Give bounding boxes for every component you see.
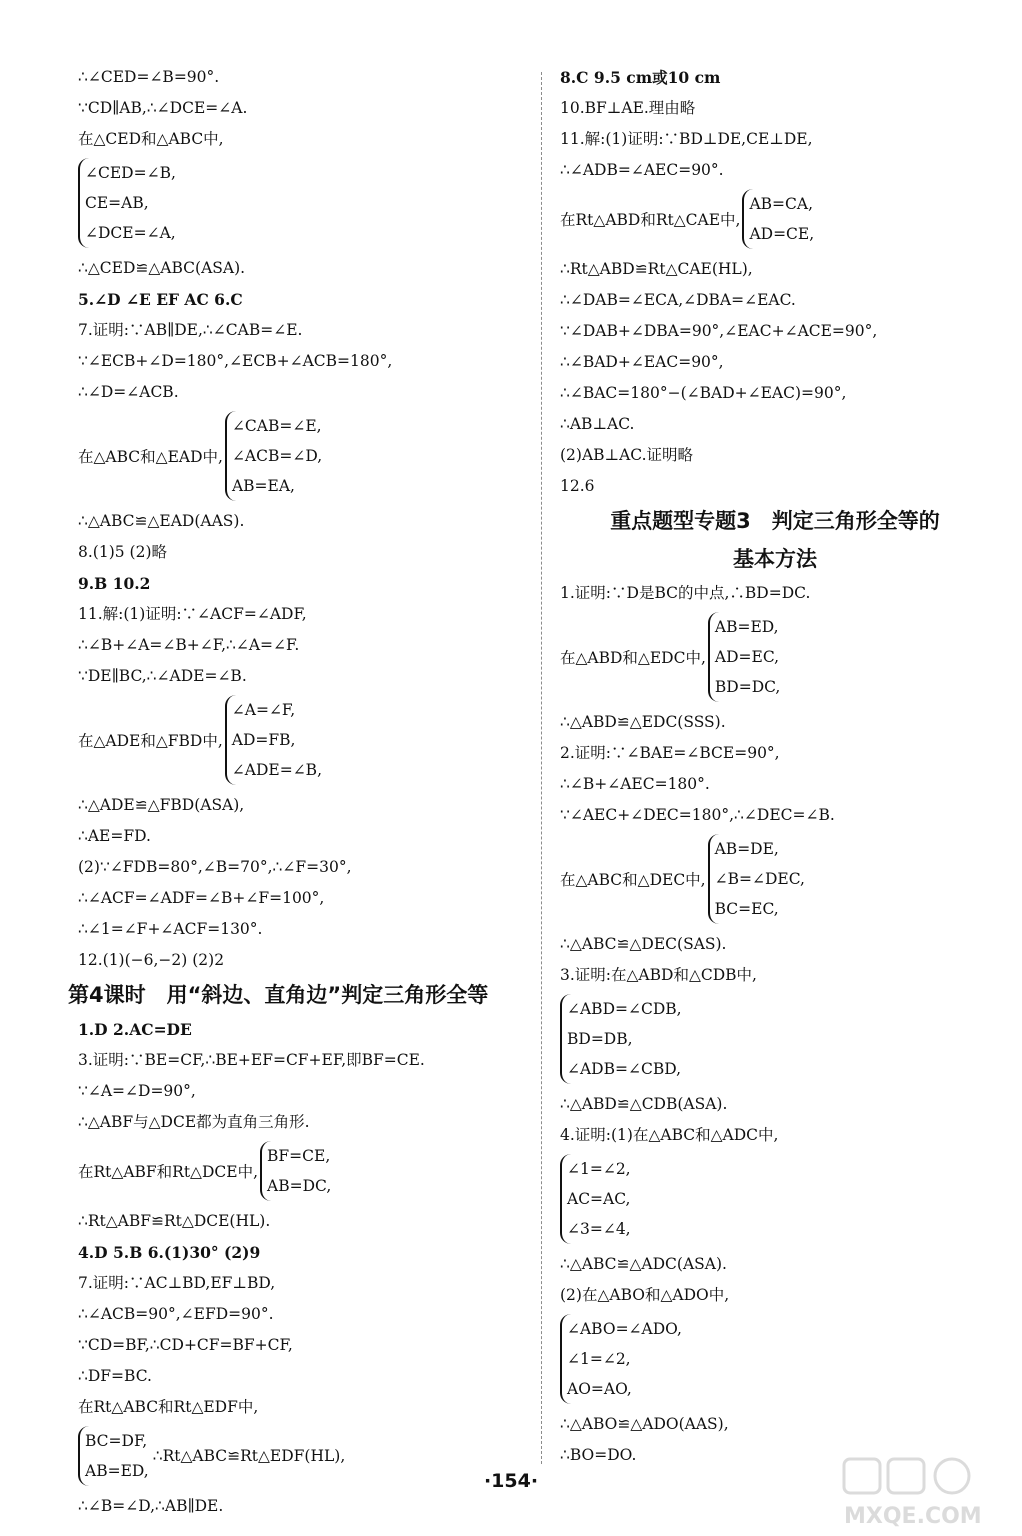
condition-line: AB=EA, [231, 477, 295, 495]
answer-line: 10.BF⊥AE.理由略 [560, 99, 696, 117]
answer-line: ∵DE∥BC,∴∠ADE=∠B. [78, 667, 247, 685]
answer-line: ∴∠BAD+∠EAC=90°, [560, 353, 724, 371]
condition-line: ∠ADE=∠B, [231, 761, 322, 779]
answer-line: 2.证明:∵∠BAE=∠BCE=90°, [560, 744, 780, 762]
condition-line: ∠1=∠2, [567, 1160, 631, 1178]
brace-conditions [225, 411, 322, 501]
condition-line: CE=AB, [85, 194, 149, 212]
answer-line: 4.证明:(1)在△ABC和△ADC中, [560, 1126, 779, 1144]
equation-system [560, 609, 990, 707]
answer-line: 在△CED和△ABC中, [78, 130, 224, 148]
answer-line: ∵∠A=∠D=90°, [78, 1082, 196, 1100]
condition-line: ∠ACB=∠D, [231, 447, 323, 465]
brace-conditions [560, 1314, 682, 1404]
answer-line: ∴BO=DO. [560, 1446, 637, 1464]
condition-line: ∠1=∠2, [567, 1350, 631, 1368]
answer-line: ∴∠B+∠AEC=180°. [560, 775, 710, 793]
answer-line: 3.证明:∵BE=CF,∴BE+EF=CF+EF,即BF=CE. [78, 1051, 425, 1069]
brace-conditions [708, 834, 805, 924]
condition-line: ∠ADB=∠CBD, [567, 1060, 682, 1078]
condition-line: AO=AO, [567, 1380, 632, 1398]
answer-line: ∴∠ACB=90°,∠EFD=90°. [78, 1305, 274, 1323]
condition-line: BD=DB, [567, 1030, 633, 1048]
brace-conditions [78, 158, 176, 248]
condition-line: ∠A=∠F, [231, 701, 296, 719]
condition-line: ∠B=∠DEC, [714, 870, 805, 888]
page-number: ·154· [483, 1470, 539, 1492]
condition-line: AB=CA, [749, 195, 814, 213]
condition-line: AB=ED, [85, 1462, 149, 1480]
equation-system [78, 155, 528, 253]
answer-line: 11.解:(1)证明:∵∠ACF=∠ADF, [78, 605, 307, 623]
section-title: 基本方法 [733, 547, 817, 571]
answer-line: ∵CD=BF,∴CD+CF=BF+CF, [78, 1336, 293, 1354]
answer-line: ∵∠AEC+∠DEC=180°,∴∠DEC=∠B. [560, 806, 835, 824]
condition-line: AD=EC, [714, 648, 780, 666]
brace-conditions [560, 994, 682, 1084]
system-conclusion: ∴Rt△ABC≌Rt△EDF(HL), [152, 1447, 346, 1465]
brace-conditions [742, 189, 814, 249]
brace-conditions [560, 1154, 631, 1244]
answer-line: ∴∠ADB=∠AEC=90°. [560, 161, 724, 179]
answer-line: ∴△CED≌△ABC(ASA). [78, 259, 246, 277]
system-lead-text: 在△ABD和△EDC中, [560, 649, 706, 667]
section-title: 第4课时 用“斜边、直角边”判定三角形全等 [68, 983, 489, 1007]
answer-line: ∴∠BAC=180°−(∠BAD+∠EAC)=90°, [560, 384, 847, 402]
answer-line: ∴DF=BC. [78, 1367, 152, 1385]
column-divider [541, 72, 542, 1464]
answer-line: (2)在△ABO和△ADO中, [560, 1286, 730, 1304]
condition-line: BC=DF, [85, 1432, 148, 1450]
answer-line: ∴△ABC≌△ADC(ASA). [560, 1255, 727, 1273]
answer-line: ∴∠1=∠F+∠ACF=130°. [78, 920, 263, 938]
answer-line: ∵∠DAB+∠DBA=90°,∠EAC+∠ACE=90°, [560, 322, 878, 340]
system-lead-text: 在△ABC和△EAD中, [78, 448, 223, 466]
answer-line: ∴∠ACF=∠ADF=∠B+∠F=100°, [78, 889, 325, 907]
answer-line: 7.证明:∵AC⊥BD,EF⊥BD, [78, 1274, 276, 1292]
condition-line: BD=DC, [714, 678, 781, 696]
equation-system [78, 692, 528, 790]
equation-system [78, 1138, 528, 1206]
answer-line: ∴Rt△ABD≌Rt△CAE(HL), [560, 260, 753, 278]
answer-line: ∴∠CED=∠B=90°. [78, 68, 220, 86]
condition-line: ∠CED=∠B, [85, 164, 176, 182]
answer-line: 1.D 2.AC=DE [78, 1020, 192, 1039]
condition-line: ∠ABO=∠ADO, [567, 1320, 682, 1338]
system-lead-text: 在Rt△ABF和Rt△DCE中, [78, 1163, 259, 1181]
equation-system [560, 1311, 990, 1409]
answer-line: (2)AB⊥AC.证明略 [560, 446, 694, 464]
answer-line: ∴∠DAB=∠ECA,∠DBA=∠EAC. [560, 291, 796, 309]
answer-line: 9.B 10.2 [78, 574, 151, 593]
watermark-logo [840, 1455, 1010, 1530]
system-lead-text: 在Rt△ABD和Rt△CAE中, [560, 211, 741, 229]
condition-line: BF=CE, [267, 1147, 331, 1165]
condition-line: AB=ED, [714, 618, 779, 636]
brace-conditions [225, 695, 322, 785]
answer-line: 7.证明:∵AB∥DE,∴∠CAB=∠E. [78, 321, 303, 339]
answer-line: 12.(1)(−6,−2) (2)2 [78, 951, 225, 969]
answer-line: ∴∠D=∠ACB. [78, 383, 179, 401]
answer-line: ∵CD∥AB,∴∠DCE=∠A. [78, 99, 248, 117]
condition-line: ∠CAB=∠E, [231, 417, 322, 435]
answer-line: ∴△ABO≌△ADO(AAS), [560, 1415, 729, 1433]
left-column [68, 62, 528, 1522]
system-lead-text: 在△ABC和△DEC中, [560, 871, 706, 889]
watermark-text: MXQE.COM [844, 1504, 982, 1529]
answer-line: ∴Rt△ABF≌Rt△DCE(HL). [78, 1212, 271, 1230]
answer-line: ∴△ABC≌△DEC(SAS). [560, 935, 727, 953]
answer-line: ∵∠ECB+∠D=180°,∠ECB+∠ACB=180°, [78, 352, 393, 370]
answer-line: 在Rt△ABC和Rt△EDF中, [78, 1398, 259, 1416]
condition-line: ∠3=∠4, [567, 1220, 631, 1238]
brace-conditions [708, 612, 780, 702]
section-title: 重点题型专题3 判定三角形全等的 [610, 509, 940, 533]
answer-line: 8.(1)5 (2)略 [78, 543, 167, 561]
equation-system [560, 1151, 990, 1249]
condition-line: AB=DE, [714, 840, 779, 858]
answer-line: ∴AE=FD. [78, 827, 151, 845]
answer-line: ∴△ADE≌△FBD(ASA), [78, 796, 245, 814]
equation-system [560, 991, 990, 1089]
condition-line: ∠DCE=∠A, [85, 224, 176, 242]
answer-line: 12.6 [560, 477, 595, 495]
right-column [560, 62, 990, 1471]
brace-conditions [260, 1141, 331, 1201]
answer-line: (2)∵∠FDB=80°,∠B=70°,∴∠F=30°, [78, 858, 352, 876]
answer-line: 5.∠D ∠E EF AC 6.C [78, 290, 243, 309]
equation-system [560, 186, 990, 254]
answer-line: ∴∠B+∠A=∠B+∠F,∴∠A=∠F. [78, 636, 300, 654]
equation-system [78, 408, 528, 506]
answer-line: ∴△ABD≌△EDC(SSS). [560, 713, 726, 731]
answer-line: 8.C 9.5 cm或10 cm [560, 68, 721, 87]
answer-line: ∴∠B=∠D,∴AB∥DE. [78, 1497, 224, 1515]
system-lead-text: 在△ADE和△FBD中, [78, 732, 223, 750]
condition-line: AD=CE, [749, 225, 815, 243]
answer-line: ∴△ABD≌△CDB(ASA). [560, 1095, 728, 1113]
condition-line: ∠ABD=∠CDB, [567, 1000, 682, 1018]
equation-system [560, 831, 990, 929]
answer-line: 4.D 5.B 6.(1)30° (2)9 [78, 1243, 261, 1262]
condition-line: AD=FB, [231, 731, 296, 749]
answer-line: 11.解:(1)证明:∵BD⊥DE,CE⊥DE, [560, 130, 813, 148]
condition-line: AC=AC, [567, 1190, 631, 1208]
answer-line: ∴△ABC≌△EAD(AAS). [78, 512, 245, 530]
answer-line: ∴AB⊥AC. [560, 415, 635, 433]
answer-line: ∴△ABF与△DCE都为直角三角形. [78, 1113, 310, 1131]
answer-line: 3.证明:在△ABD和△CDB中, [560, 966, 757, 984]
condition-line: BC=EC, [714, 900, 779, 918]
condition-line: AB=DC, [267, 1177, 332, 1195]
answer-line: 1.证明:∵D是BC的中点,∴BD=DC. [560, 584, 811, 602]
